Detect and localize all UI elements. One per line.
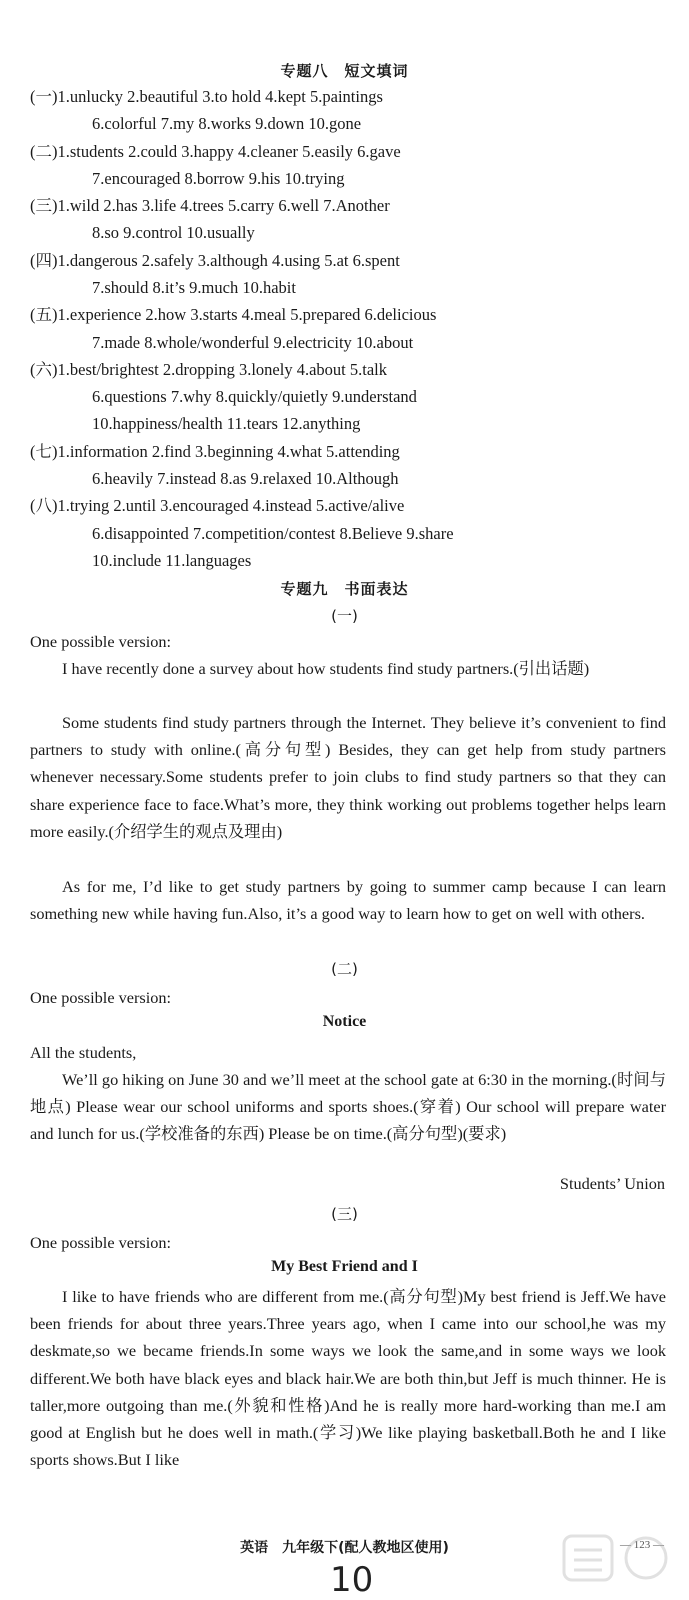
watermark-logo xyxy=(560,1530,680,1590)
answer-line: 10.include 11.languages xyxy=(92,551,252,570)
notice-title: Notice xyxy=(322,1013,367,1030)
answer-line: 6.disappointed 7.competition/contest 8.Believe 9.share xyxy=(92,524,454,543)
part-2-intro: One possible version: xyxy=(30,988,172,1007)
answer-line: (四)1.dangerous 2.safely 3.although 4.using 5.at 6.spent xyxy=(30,251,400,270)
essay-body: I like to have friends who are different from me.(高分句型)My best friend is Jeff.We have been friends for about three years.Three years ago, when I came into our school,he was my deskmate,so we became friends.In some ways we look the same,and in some ways we look different.We both have black eyes and black hair.We are both thin,but Jeff is much thinner. He is taller,more outgoing than me.(外貌和性格)And he is really more hard-working than me.I am good at English but he does well in math.(学习)We like playing basketball.Both he and I like sports shows.But I like xyxy=(30,1287,666,1470)
answer-line: 6.heavily 7.instead 8.as 9.relaxed 10.Although xyxy=(92,469,399,488)
answer-line: 7.should 8.it’s 9.much 10.habit xyxy=(92,278,296,297)
handwritten-number: 10 xyxy=(330,1560,374,1600)
notice-greeting: All the students, xyxy=(30,1043,137,1062)
answer-line: (一)1.unlucky 2.beautiful 3.to hold 4.kept 5.paintings xyxy=(30,87,383,106)
answer-line: 8.so 9.control 10.usually xyxy=(92,223,255,242)
answer-line: (三)1.wild 2.has 3.life 4.trees 5.carry 6.well 7.Another xyxy=(30,196,390,215)
part-1-paragraph-3: As for me, I’d like to get study partners by going to summer camp because I can learn something new while having fun.Also, it’s a good way to learn how to get on well with others. xyxy=(30,877,666,924)
answer-line: 7.encouraged 8.borrow 9.his 10.trying xyxy=(92,169,345,188)
part-1-paragraph-2: Some students find study partners through the Internet. They believe it’s convenient to find partners to study with online.(高分句型) Besides, they can get help from study partners whenever necessary.Some students prefer to join clubs to find study partners so that they can share experience face to face.What’s more, they think working out problems together helps learn more easily.(介绍学生的观点及理由) xyxy=(30,713,666,841)
part-3-intro: One possible version: xyxy=(30,1233,172,1252)
answer-line: (五)1.experience 2.how 3.starts 4.meal 5.prepared 6.delicious xyxy=(30,305,437,324)
answer-line: (七)1.information 2.find 3.beginning 4.what 5.attending xyxy=(30,442,400,461)
part-3-label: (三) xyxy=(331,1205,358,1223)
answer-line: 7.made 8.whole/wonderful 9.electricity 10.about xyxy=(92,333,414,352)
answer-line: (八)1.trying 2.until 3.encouraged 4.instead 5.active/alive xyxy=(30,496,405,515)
page-number: — 123 — xyxy=(620,1539,664,1551)
answer-line: 10.happiness/health 11.tears 12.anything xyxy=(92,414,361,433)
section-9-title: 专题九 书面表达 xyxy=(280,580,409,598)
essay-title: My Best Friend and I xyxy=(271,1258,418,1275)
notice-body: We’ll go hiking on June 30 and we’ll meet at the school gate at 6:30 in the morning.(时间与地点) Please wear our school uniforms and sports shoes.(穿着) Our school will prepare water and lunch for us.(学校准备的东西) Please be on time.(高分句型)(要求) xyxy=(30,1070,666,1144)
answer-line: 6.questions 7.why 8.quickly/quietly 9.understand xyxy=(92,387,417,406)
answer-line: 6.colorful 7.my 8.works 9.down 10.gone xyxy=(92,114,362,133)
notice-signature: Students’ Union xyxy=(559,1174,665,1193)
part-1-intro: One possible version: xyxy=(30,632,172,651)
answer-line: (六)1.best/brightest 2.dropping 3.lonely 4.about 5.talk xyxy=(30,360,387,379)
answer-line: (二)1.students 2.could 3.happy 4.cleaner 5.easily 6.gave xyxy=(30,142,401,161)
part-1-label: (一) xyxy=(331,607,358,625)
part-1-paragraph-1: I have recently done a survey about how students find study partners.(引出话题) xyxy=(62,659,590,678)
section-8-title: 专题八 短文填词 xyxy=(280,62,409,80)
part-2-label: (二) xyxy=(331,960,358,978)
page-footer: 英语 九年级下(配人教地区使用) xyxy=(240,1540,449,1556)
